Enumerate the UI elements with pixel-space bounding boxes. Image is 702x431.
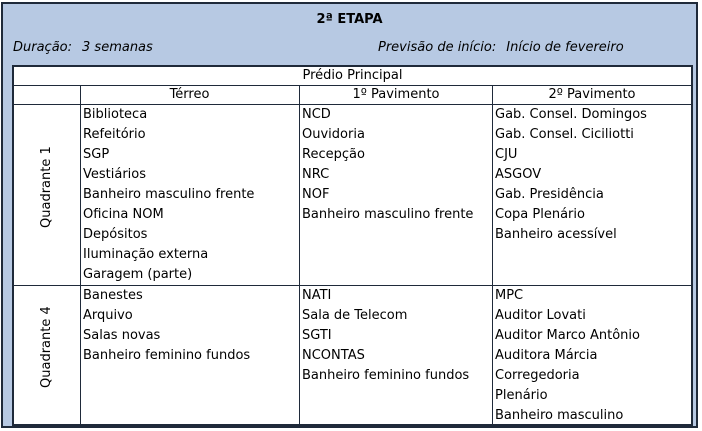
row-label-quadrante-1: Quadrante 1: [39, 146, 54, 228]
list-item: Copa Plenário: [495, 207, 585, 222]
start-forecast-value: Início de fevereiro: [506, 40, 624, 55]
areas-table: [12, 65, 693, 426]
divider: [492, 86, 493, 424]
list-item: Vestiários: [83, 167, 147, 182]
list-item: Iluminação externa: [83, 247, 209, 262]
duration-label: Duração:: [13, 40, 73, 55]
list-item: Auditora Márcia: [495, 348, 598, 363]
list-item: Auditor Lovati: [495, 308, 586, 323]
list-item: Oficina NOM: [83, 207, 164, 222]
list-item: ASGOV: [495, 167, 542, 182]
divider: [80, 86, 81, 424]
list-item: Banheiro acessível: [495, 227, 617, 242]
q1-pav1-list: [302, 105, 473, 225]
list-item: Banheiro masculino: [495, 408, 624, 423]
column-header-terreo: Térreo: [169, 87, 210, 102]
list-item: NOF: [302, 187, 330, 202]
stage-title: 2ª ETAPA: [316, 12, 383, 27]
list-item: Recepção: [302, 147, 365, 162]
list-item: SGTI: [302, 328, 332, 343]
list-item: Depósitos: [83, 227, 148, 242]
stage-panel: [1, 2, 698, 428]
q4-pav1-list: [302, 286, 469, 386]
list-item: Banheiro feminino fundos: [83, 348, 251, 363]
list-item: Gab. Consel. Ciciliotti: [495, 127, 634, 142]
list-item: NATI: [302, 288, 332, 303]
divider: [299, 86, 300, 424]
start-forecast-info: [378, 40, 624, 55]
list-item: Refeitório: [83, 127, 146, 142]
list-item: Corregedoria: [495, 368, 580, 383]
list-item: Ouvidoria: [302, 127, 365, 142]
list-item: Gab. Consel. Domingos: [495, 107, 647, 122]
building-header: Prédio Principal: [302, 68, 403, 83]
column-header-pav1: 1º Pavimento: [352, 87, 440, 102]
column-header-pav2: 2º Pavimento: [548, 87, 636, 102]
q4-pav2-list: [495, 286, 640, 426]
list-item: Arquivo: [83, 308, 133, 323]
list-item: Gab. Presidência: [495, 187, 604, 202]
q1-pav2-list: [495, 105, 647, 245]
list-item: Banheiro masculino frente: [83, 187, 255, 202]
list-item: Salas novas: [83, 328, 161, 343]
list-item: Sala de Telecom: [302, 308, 408, 323]
list-item: MPC: [495, 288, 524, 303]
list-item: Auditor Marco Antônio: [495, 328, 640, 343]
list-item: NRC: [302, 167, 330, 182]
list-item: Plenário: [495, 388, 548, 403]
list-item: Garagem (parte): [83, 267, 193, 282]
list-item: Banheiro feminino fundos: [302, 368, 470, 383]
q4-terreo-list: [83, 286, 250, 366]
list-item: Banheiro masculino frente: [302, 207, 474, 222]
list-item: NCONTAS: [302, 348, 365, 363]
list-item: Banestes: [83, 288, 143, 303]
list-item: NCD: [302, 107, 331, 122]
list-item: CJU: [495, 147, 518, 162]
duration-value: 3 semanas: [82, 40, 153, 55]
duration-info: [13, 40, 153, 55]
list-item: Biblioteca: [83, 107, 148, 122]
start-forecast-label: Previsão de início:: [378, 40, 497, 55]
q1-terreo-list: [83, 105, 254, 285]
row-label-quadrante-4: Quadrante 4: [39, 306, 54, 388]
list-item: SGP: [83, 147, 110, 162]
